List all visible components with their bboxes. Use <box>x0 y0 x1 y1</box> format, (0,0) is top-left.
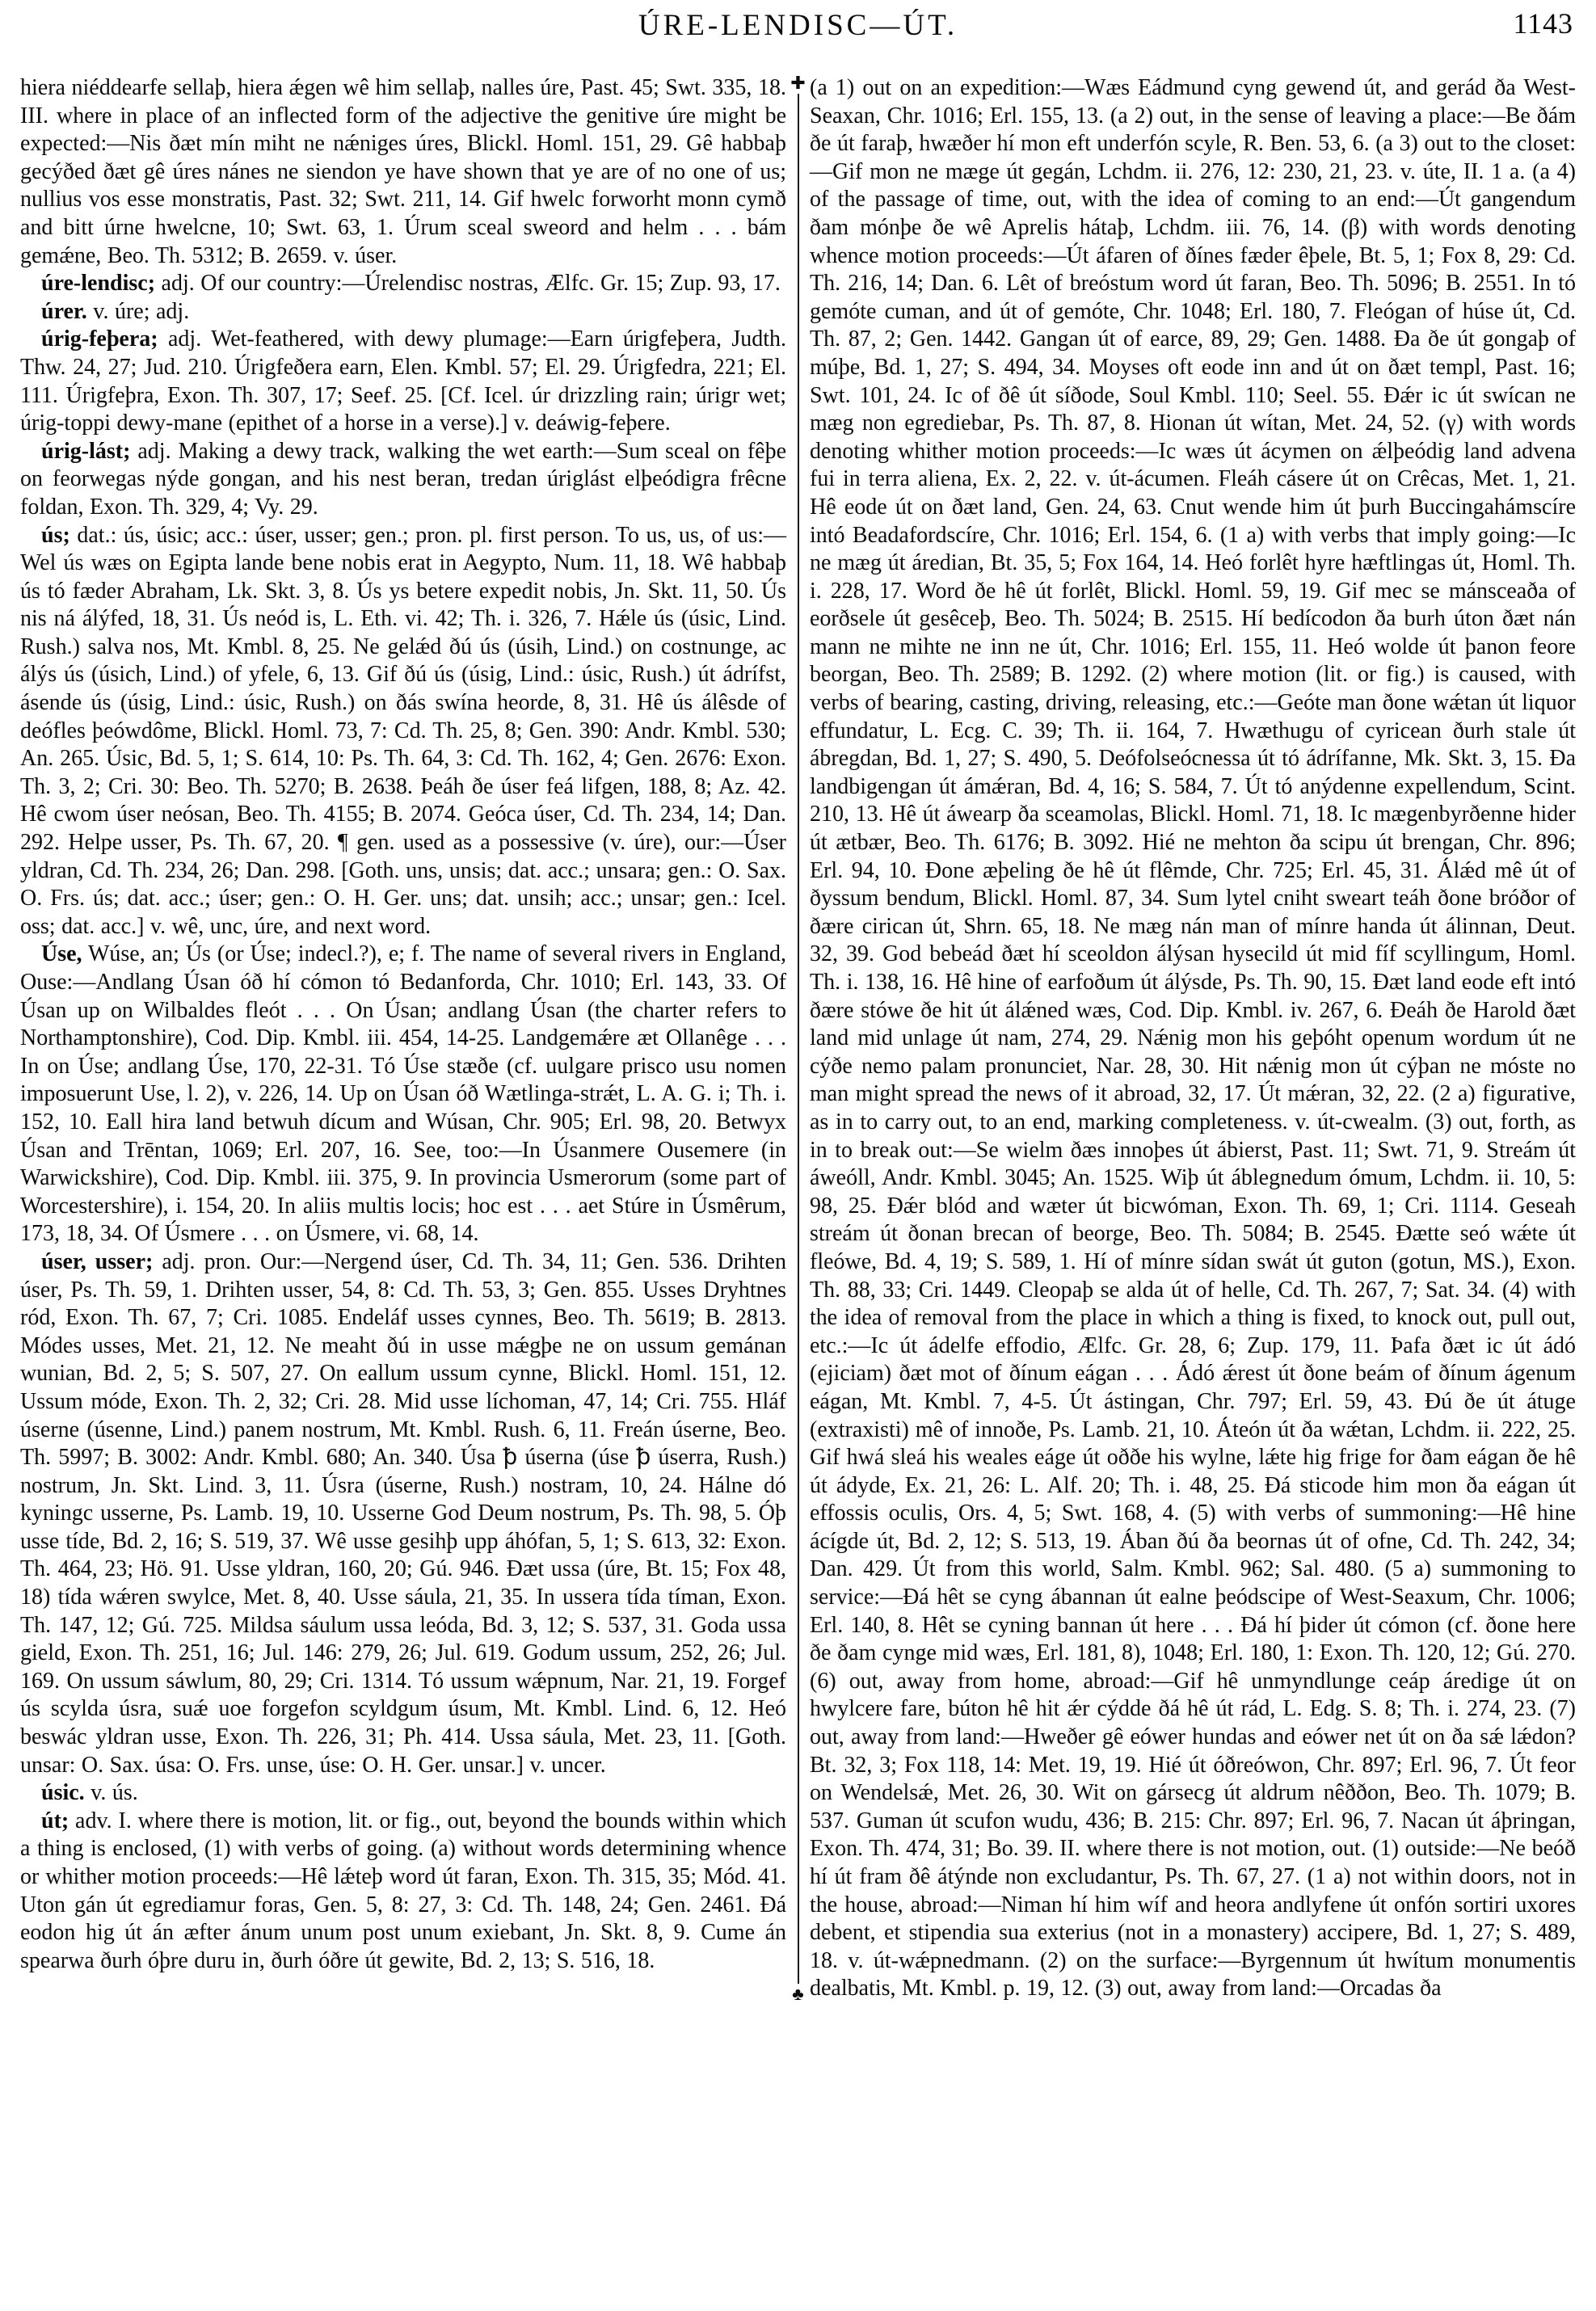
entry-continuation-ure <box>20 74 786 270</box>
headword: út; <box>41 1808 69 1833</box>
headword: úser, usser; <box>41 1248 154 1274</box>
entry-text: dat.: ús, úsic; acc.: úser, usser; gen.; pron. pl. first person. To us, us, of us:—Wel ús wæs on Egipta lande bene nobis erat in Aegypto, Num. 11, 18. Wê habbaþ ús tó fæder Abraham, Lk. Skt. 3, 8. Ús ys betere expedit nobis, Jn. Skt. 11, 50. Ús nis ná álýfed, 18, 31. Ús neód is, L. Eth. vi. 42; Th. i. 326, 7. Hǽle ús (úsic, Lind. Rush.) salva nos, Mt. Kmbl. 8, 25. Ne gelǽd ðú ús (úsih, Lind.) on costnunge, ac álýs ús (úsich, Lind.) of yfele, 6, 13. Gif ðú ús (úsig, Lind.: úsic, Rush.) út ádrífst, ásende ús (úsig, Lind.: úsic, Rush.) on ðás swína heorde, 8, 31. Hê ús álêsde of deófles þeówdôme, Blickl. Homl. 73, 7: Cd. Th. 25, 8; Gen. 390: Andr. Kmbl. 530; An. 265. Úsic, Bd. 5, 1; S. 614, 10: Ps. Th. 64, 3: Cd. Th. 162, 4; Gen. 2676: Exon. Th. 3, 2; Cri. 30: Beo. Th. 5270; B. 2638. Þeáh ðe úser feá lifgen, 188, 8; Az. 42. Hê cwom úser neósan, Beo. Th. 4155; B. 2074. Geóca úser, Cd. Th. 234, 14; Dan. 292. Helpe usser, Ps. Th. 67, 20. ¶ gen. used as a possessive (v. úre), our:—Úser yldran, Cd. Th. 234, 26; Dan. 298. [Goth. uns, unsis; dat. acc.; unsara; gen.: O. Sax. O. Frs. ús; dat. acc.; úser; gen.: O. H. Ger. uns; dat. unsih; acc.; unsar; gen.: Icel. oss; dat. acc.] v. wê, unc, úre, and next word. <box>20 522 786 939</box>
page-header <box>0 0 1596 57</box>
headword: úrer. <box>41 298 87 324</box>
entry-urer <box>20 298 786 326</box>
entry-text: adj. Making a dewy track, walking the wet earth:—Sum sceal on fêþe on feorwegas nýde gongan, and his nest beran, tredan úriglást elþeódigra frêcne foldan, Exon. Th. 329, 4; Vy. 29. <box>20 438 786 520</box>
divider-rule <box>798 94 799 1984</box>
headword: Úse, <box>41 941 82 967</box>
entry-ut <box>20 1808 786 1976</box>
text-columns <box>0 57 1596 2003</box>
headword: úsic. <box>41 1780 85 1806</box>
entry-text: v. ús. <box>84 1780 138 1806</box>
entry-usic <box>20 1779 786 1808</box>
headword: úrig-feþera; <box>41 326 158 352</box>
entry-urig-last <box>20 438 786 522</box>
page-title: ÚRE-LENDISC—ÚT. <box>638 9 958 42</box>
entry-text: adv. I. where there is motion, lit. or fig., out, beyond the bounds within which a thing is enclosed, (1) with verbs of going. (a) without words determining whence or whither motion proceeds:—Hê lǽteþ word út faran, Exon. Th. 315, 35; Mód. 41. Uton gán út egrediamur foras, Gen. 5, 8: 27, 3: Cd. Th. 148, 24; Gen. 2461. Ðá eodon hig út án æfter ánum unum post unum exiebant, Jn. Skt. 8, 9. Cume án spearwa ðurh óþre duru in, ðurh óðre út gewite, Bd. 2, 13; S. 516, 18. <box>20 1808 786 1973</box>
entry-user-usser <box>20 1248 786 1779</box>
right-column <box>810 74 1576 2003</box>
page-number: 1143 <box>1513 7 1573 40</box>
entry-text: Wúse, an; Ús (or Úse; indecl.?), e; f. The name of several rivers in England, Ouse:—Andlang Úsan óð hí cómon tó Bedanforda, Chr. 1010; Erl. 143, 33. Of Úsan up on Wilbaldes fleót . . . On Úsan; andlang Úsan (the charter refers to Northamptonshire), Cod. Dip. Kmbl. iii. 454, 14-25. Landgemǽre æt Ollanêge . . . In on Úse; andlang Úse, 170, 22-31. Tó Úse stæðe (cf. uulgare prisco usu nomen imposuerunt Use, l. 2), v. 226, 14. Up on Úsan óð Wætlinga-strǽt, L. A. G. i; Th. i. 152, 10. Eall hira land betwuh dícum and Wúsan, Chr. 905; Erl. 98, 20. Betwyx Úsan and Trēntan, 1069; Erl. 207, 16. See, too:—In Úsanmere Ousemere (in Warwickshire), Cod. Dip. Kmbl. iii. 375, 9. In provincia Usmerorum (some part of Worcestershire), i. 154, 20. In aliis multis locis; hoc est . . . aet Stúre in Úsmêrum, 173, 18, 34. Of Úsmere . . . on Úsmere, vi. 68, 14. <box>20 941 786 1247</box>
left-column <box>20 74 786 2003</box>
column-divider <box>786 74 810 2003</box>
headword: úrig-lást; <box>41 438 131 464</box>
entry-ut-continuation <box>810 74 1576 2003</box>
entry-text: adj. pron. Our:—Nergend úser, Cd. Th. 34, 11; Gen. 536. Drihten úser, Ps. Th. 59, 1. Drihten usser, 54, 8: Cd. Th. 53, 3; Gen. 855. Usses Dryhtnes ród, Exon. Th. 67, 7; Cri. 1085. Endeláf usses cynnes, Beo. Th. 5619; B. 2813. Módes usses, Met. 21, 12. Ne meaht ðú in usse mǽgþe ne on ussum gemánan wunian, Bd. 2, 5; S. 507, 27. On eallum ussum cynne, Blickl. Homl. 151, 12. Ussum móde, Exon. Th. 2, 32; Cri. 28. Mid usse líchoman, 47, 14; Cri. 755. Hláf úserne (úsenne, Lind.) panem nostrum, Mt. Kmbl. Rush. 6, 11. Freán úserne, Beo. Th. 5997; B. 3002: Andr. Kmbl. 680; An. 340. Úsa ꝥ úserna (úse ꝥ úserra, Rush.) nostrum, Jn. Skt. Lind. 3, 11. Úsra (úserne, Rush.) nostram, 10, 24. Hálne dó kyningc usserne, Ps. Lamb. 19, 10. Usserne God Deum nostrum, Ps. Th. 98, 5. Óþ usse tíde, Bd. 2, 16; S. 519, 37. Wê usse gesihþ upp áhófan, 5, 1; S. 613, 32: Exon. Th. 464, 23; Hö. 91. Usse yldran, 160, 20; Gú. 946. Ðæt ussa (úre, Bt. 15; Fox 48, 18) tída wǽren swylce, Met. 8, 40. Usse sáula, 21, 35. In ussera tída tíman, Exon. Th. 147, 12; Gú. 725. Mildsa sáulum ussa leóda, Bd. 3, 12; S. 537, 31. Goda ussa gield, Exon. Th. 251, 16; Jul. 146: 279, 26; Jul. 619. Godum ussum, 252, 26; Jul. 169. On ussum sáwlum, 80, 29; Cri. 1314. Tó ussum wǽpnum, Nar. 21, 19. Forgef ús scylda úsra, suǽ uoe forgefon scyldgum úsum, Mt. Kmbl. Lind. 6, 12. Heó beswác yldran usse, Exon. Th. 226, 31; Ph. 414. Ussa sáula, Met. 23, 11. [Goth. unsar: O. Sax. úsa: O. Frs. unse, úse: O. H. Ger. unsar.] v. uncer. <box>20 1248 786 1778</box>
divider-top-cross-ornament: ✚ <box>790 73 806 93</box>
entry-text: adj. Wet-feathered, with dewy plumage:—Earn úrigfeþera, Judth. Thw. 24, 27; Jud. 210. Úrigfeðera earn, Elen. Kmbl. 57; El. 29. Úrigfedra, 221; El. 111. Úrigfeþra, Exon. Th. 307, 17; Seef. 25. [Cf. Icel. úr drizzling rain; úrigr wet; úrig-toppi dewy-mane (epithet of a horse in a verse).] v. deáwig-feþere. <box>20 326 786 436</box>
entry-urig-fethera <box>20 326 786 437</box>
entry-text: (a 1) out on an expedition:—Wæs Eádmund cyng gewend út, and gerád ða West-Seaxan, Chr. 1016; Erl. 155, 13. (a 2) out, in the sense of leaving a place:—Be ðám ðe út faraþ, hwæðer hí mon eft underfón scyle, R. Ben. 53, 6. (a 3) out to the closet:—Gif mon ne mæge út gegán, Lchdm. ii. 276, 12: 230, 21, 23. v. úte, II. 1 a. (a 4) of the passage of time, out, with the idea of coming to an end:—Út gangendum ðam mónþe ðe wê Aprelis hátaþ, Lchdm. iii. 76, 14. (β) with words denoting whence motion proceeds:—Út áfaren of ðínes fæder êþele, Bt. 5, 1; Fox 8, 29: Cd. Th. 216, 14; Dan. 6. Lêt of breóstum word út faran, Beo. Th. 5096; B. 2551. In tó gemóte cuman, and út of gemóte, Chr. 1048; Erl. 180, 7. Fleógan of húse út, Cd. Th. 87, 2; Gen. 1442. Gangan út of earce, 89, 29; Gen. 1488. Ða ðe út gongaþ of múþe, Bd. 1, 27; S. 494, 34. Moyses oft eode inn and út on ðæt templ, Past. 16; Swt. 101, 24. Ic of ðê út síðode, Soul Kmbl. 110; Seel. 55. Ðǽr ic út swícan ne mæg non egrediebar, Ps. Th. 87, 8. Hionan út wítan, Met. 24, 52. (γ) with words denoting whither motion proceeds:—Ic wæs út ácymen on ǽlþeódig land advena fui in terra aliena, Ex. 2, 22. v. út-ácumen. Fleáh cásere út on Crêcas, Met. 1, 21. Hê eode út on ðæt land, Gen. 24, 63. Cnut wende him út þurh Buccingahámscíre intó Beadafordscíre, Chr. 1016; Erl. 154, 6. (1 a) with verbs that imply going:—Ic ne mæg út áredian, Bt. 35, 5; Fox 164, 14. Heó forlêt hyre hæftlingas út, Homl. Th. i. 228, 17. Word ðe hê út forlêt, Blickl. Homl. 59, 19. Gif mec se mánsceaða of eorðsele út gesêceþ, Beo. Th. 5024; B. 2515. Hí bedícodon ða burh úton ðæt nán mann ne mihte ne inn ne út, Chr. 1016; Erl. 155, 11. Heó wolde út þanon feore beorgan, Beo. Th. 2589; B. 1292. (2) where motion (lit. or fig.) is caused, with verbs of bearing, casting, driving, releasing, etc.:—Geóte man ðone wǽtan út liquor effundatur, L. Ecg. C. 39; Th. ii. 164, 7. Hwæthugu of cyricean ðurh stale út ábregdan, Bd. 1, 27; S. 490, 5. Deófolseócnessa út tó ádrífanne, Mk. Skt. 3, 15. Ða landbigengan út ámǽran, Bd. 4, 16; S. 584, 7. Út tó anýdenne expellendum, Scint. 210, 13. Hê út áwearp ða sceamolas, Blickl. Homl. 71, 18. Ic mægenbyrðenne hider út ætbær, Beo. Th. 6176; B. 3092. Hié ne mehton ða scipu út brengan, Chr. 896; Erl. 94, 10. Ðone æþeling ðe hê út flêmde, Chr. 725; Erl. 45, 31. Álǽd mê út of ðyssum bendum, Blickl. Homl. 87, 34. Sum lytel cniht sweart teáh ðone bróðor of ðære cirican út, Shrn. 65, 18. Ne mæg nán man of mínre handa út álinnan, Deut. 32, 39. God bebeád ðæt hí sceoldon álýsan hysecild út mid fíf scyllingum, Homl. Th. i. 138, 16. Hê hine of earfoðum út álýsde, Ps. Th. 90, 15. Ðæt land eode eft intó ðære stówe ðe hit út álǽned wæs, Cod. Dip. Kmbl. iv. 267, 6. Ðeáh ðe Harold ðæt land mid unlage út nam, 274, 29. Nǽnig mon his geþóht openum wordum út ne cýðe nemo palam pronunciet, Nar. 28, 30. Hit nǽnig mon út cýþan ne móste no man might spread the news of it abroad, 32, 17. Út mǽran, 32, 22. (2 a) figurative, as in to carry out, to an end, marking completeness. v. út-cwealm. (3) out, forth, as in to break out:—Se wielm ðæs innoþes út ábierst, Past. 11; Swt. 71, 9. Streám út áweóll, Andr. Kmbl. 3045; An. 1525. Wiþ út áblegnedum ómum, Lchdm. ii. 10, 5: 98, 25. Ðǽr blód and wæter út bicwóman, Exon. Th. 69, 1; Cri. 1114. Geseah streám út ðonan brecan of beorge, Beo. Th. 5084; B. 2545. Ðætte seó wǽte út fleówe, Bd. 4, 19; S. 589, 1. Hí of mínre sídan swát út guton (gotun, MS.), Exon. Th. 88, 33; Cri. 1449. Cleopaþ se alda út of helle, Cd. Th. 267, 7; Sat. 34. (4) with the idea of removal from the place in which a thing is fixed, to knock out, pull out, etc.:—Ic út ádelfe effodio, Ælfc. Gr. 28, 6; Zup. 179, 11. Þafa ðæt ic út ádó (ejiciam) ðæt mot of ðínum eágan . . . Ádó ǽrest út ðone beám of ðínum ágenum eágan, Mt. Kmbl. 7, 4-5. Út ástingan, Chr. 797; Erl. 59, 43. Ðú ðe út átuge (extraxisti) mê of innoðe, Ps. Lamb. 21, 10. Áteón út ða wǽtan, Lchdm. ii. 222, 25. Gif hwá sleá his weales eáge út oððe his wylne, lǽte hig frige for ðam eágan ðe hê út ádyde, Ex. 21, 26: L. Alf. 20; Th. i. 48, 25. Ðá sticode him mon ða eágan út effossis oculis, Ors. 4, 5; Swt. 168, 4. (5) with verbs of summoning:—Hê hine ácígde út, Bd. 2, 12; S. 513, 19. Ában ðú ða beornas út of ofne, Cd. Th. 242, 34; Dan. 429. Út from this world, Salm. Kmbl. 962; Sal. 480. (5 a) summoning to service:—Ðá hêt se cyng ábannan út ealne þeódscipe of West-Seaxum, Chr. 1006; Erl. 140, 8. Hêt se cyning bannan út here . . . Ðá hí þider út cómon (cf. ðone here ðe ðam cynge mid wæs, Erl. 181, 8), 1048; Erl. 180, 1: Exon. Th. 120, 12; Gú. 270. (6) out, away from home, abroad:—Gif hê unmyndlunge ceáp áredige út on hwylcere fare, búton hê hit ǽr cýdde ðá hê út rád, L. Edg. S. 8; Th. i. 274, 23. (7) out, away from land:—Hweðer gê eówer hundas and eówer net út on ða sǽ lǽdon? Bt. 32, 3; Fox 118, 14: Met. 19, 19. Hié út óðreówon, Chr. 897; Erl. 96, 7. Út feor on Wendelsǽ, Met. 26, 30. Wit on gársecg út aldrum nêððon, Beo. Th. 1079; B. 537. Guman út scufon wudu, 436; B. 215: Chr. 897; Erl. 96, 7. Nacan út áþringan, Exon. Th. 474, 31; Bo. 39. II. where there is not motion, out. (1) outside:—Ne beóð hí út fram ðê átýnde non excludantur, Ps. Th. 67, 27. (1 a) not within doors, not in the house, abroad:—Niman hí him wíf and heora andlyfene út onfón sortiri uxores debent, et stipendia sua exterius (not in a monastery) accipere, Bd. 1, 27; S. 489, 18. v. út-wǽpnedmann. (2) on the surface:—Byrgennum út hwítum monumentis dealbatis, Mt. Kmbl. p. 19, 12. (3) out, away from land:—Orcadas ða <box>810 75 1576 2002</box>
entry-text: hiera niéddearfe sellaþ, hiera ǽgen wê him sellaþ, nalles úre, Past. 45; Swt. 335, 18. III. where in place of an inflected form of the adjective the genitive úre might be expected:—Nis ðæt mín miht ne nǽniges úres, Blickl. Homl. 151, 29. Gê habbaþ gecýðed ðæt gê úres nánes ne siendon ye have shown that ye are of no one of us; nullius vos esse monstratis, Past. 32; Swt. 211, 14. Gif hwelc forworht monn cymð and bitt úrne hwelcne, 10; Swt. 63, 1. Úrum sceal sweord and helm . . . bám gemǽne, Beo. Th. 5312; B. 2659. v. úser. <box>20 75 786 268</box>
entry-us <box>20 522 786 941</box>
headword: úre-lendisc; <box>41 271 156 297</box>
entry-use-river <box>20 941 786 1248</box>
entry-text: v. úre; adj. <box>86 298 190 324</box>
entry-ure-lendisc <box>20 270 786 298</box>
divider-bottom-trefoil-ornament: ♣ <box>792 1983 804 2004</box>
headword: ús; <box>41 522 70 548</box>
entry-text: adj. Of our country:—Úrelendisc nostras, Ælfc. Gr. 15; Zup. 93, 17. <box>155 271 781 297</box>
